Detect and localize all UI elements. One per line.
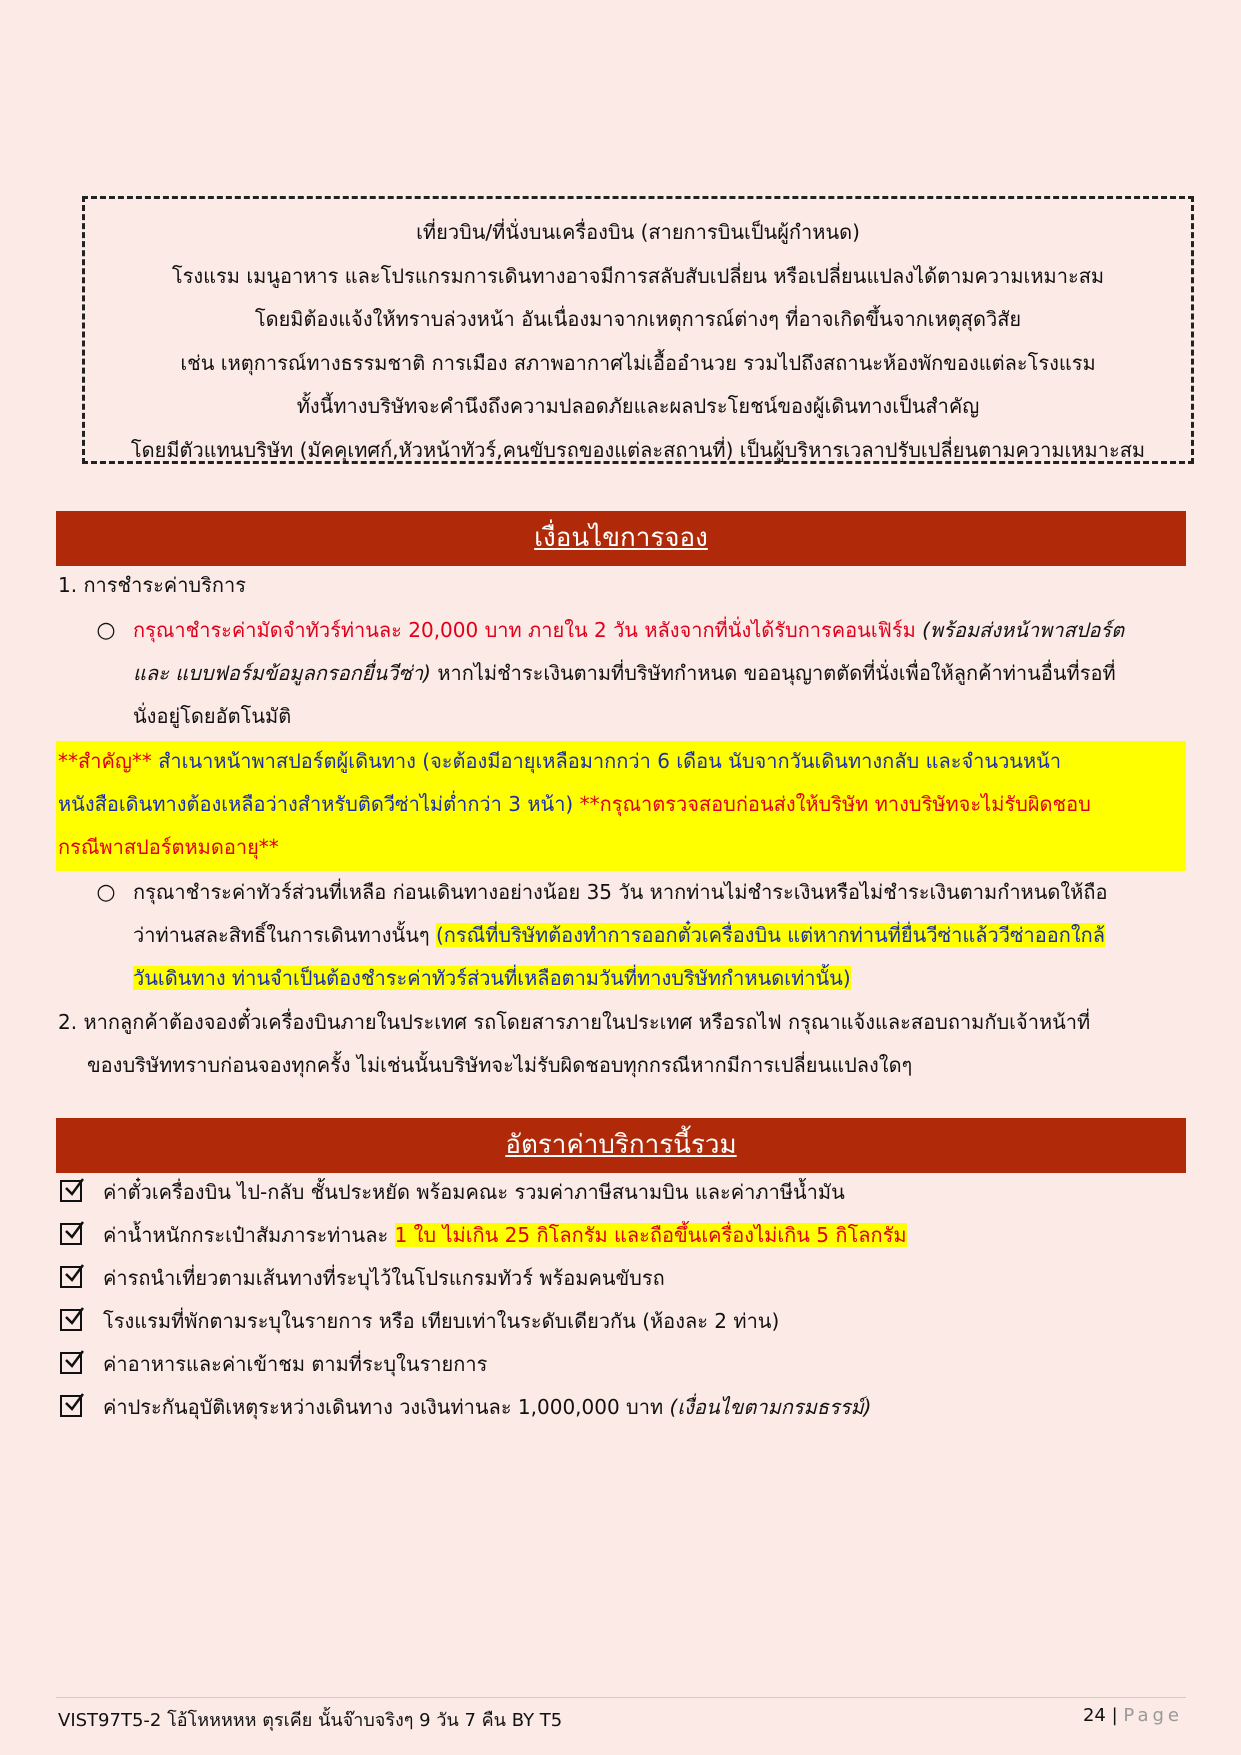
deposit-line-1 [133, 615, 1124, 645]
insurance-text: ค่าประกันอุบัติเหตุระหว่างเดินทาง วงเงินท่านละ 1,000,000 บาท [103, 1395, 670, 1419]
included-header: อัตราค่าบริการนี้รวม [56, 1118, 1186, 1173]
circle-bullet-icon: ○ [96, 880, 116, 905]
baggage-text: ค่าน้ำหนักกระเป๋าสัมภาระท่านละ [103, 1223, 395, 1247]
important-red-text: **กรุณาตรวจสอบก่อนส่งให้บริษัท ทางบริษัทจะไม่รับผิดชอบ [573, 792, 1091, 816]
checkbox-checked-icon [60, 1266, 82, 1288]
included-item: โรงแรมที่พักตามระบุในรายการ หรือ เทียบเท่าในระดับเดียวกัน (ห้องละ 2 ท่าน) [103, 1309, 780, 1333]
balance-highlight-text: (กรณีที่บริษัทต้องทำการออกตั๋วเครื่องบิน แต่หากท่านที่ยื่นวีซ่าแล้ววีซ่าออกใกล้ [436, 923, 1106, 947]
deposit-red-text: กรุณาชำระค่ามัดจำทัวร์ท่านละ 20,000 บาท ภายใน 2 วัน หลังจากที่นั่งได้รับการคอนเฟิร์ม [133, 618, 916, 642]
notice-box [82, 196, 1194, 464]
balance-line-3 [133, 963, 851, 993]
domestic-line-1: 2. หากลูกค้าต้องจองตั๋วเครื่องบินภายในประเทศ รถโดยสารภายในประเทศ หรือรถไฟ กรุณาแจ้งและสอบถามกับเจ้าหน้าที่ [58, 1010, 1091, 1034]
deposit-line-2 [133, 658, 1116, 688]
important-blue-text-2: หนังสือเดินทางต้องเหลือว่างสำหรับติดวีซ่าไม่ต่ำกว่า 3 หน้า) [58, 792, 574, 816]
footer-page [1083, 1705, 1183, 1726]
notice-line: โดยมีตัวแทนบริษัท (มัคคุเทศก์,หัวหน้าทัวร์,คนขับรถของแต่ละสถานที่) เป็นผู้บริหารเวลาปรับเปลี่ยนตามความเหมาะสม [130, 437, 1146, 462]
notice-line: เที่ยวบิน/ที่นั่งบนเครื่องบิน (สายการบินเป็นผู้กำหนด) [416, 220, 860, 244]
notice-line: เช่น เหตุการณ์ทางธรรมชาติ การเมือง สภาพอากาศไม่เอื้ออำนวย รวมไปถึงสถานะห้องพักของแต่ละโรงแรม [180, 350, 1096, 375]
balance-text: ว่าท่านสละสิทธิ์ในการเดินทางนั้นๆ [133, 923, 436, 947]
deposit-rest-text: หากไม่ชำระเงินตามที่บริษัทกำหนด ขออนุญาตตัดที่นั่งเพื่อให้ลูกค้าท่านอื่นที่รอที่ [437, 661, 1116, 685]
footer-divider [56, 1697, 1186, 1698]
checkbox-checked-icon [60, 1223, 82, 1245]
included-item [103, 1392, 871, 1422]
balance-highlight-text-2: วันเดินทาง ท่านจำเป็นต้องชำระค่าทัวร์ส่วนที่เหลือตามวันที่ทางบริษัทกำหนดเท่านั้น) [133, 966, 851, 990]
important-label: **สำคัญ** [58, 749, 152, 773]
payment-heading: 1. การชำระค่าบริการ [58, 573, 246, 597]
balance-line-1: กรุณาชำระค่าทัวร์ส่วนที่เหลือ ก่อนเดินทางอย่างน้อย 35 วัน หากท่านไม่ชำระเงินหรือไม่ชำระเงินตามกำหนดให้ถือ [133, 880, 1108, 904]
checkbox-checked-icon [60, 1395, 82, 1417]
checkbox-checked-icon [60, 1309, 82, 1331]
important-blue-text: สำเนาหน้าพาสปอร์ตผู้เดินทาง (จะต้องมีอายุเหลือมากกว่า 6 เดือน นับจากวันเดินทางกลับ และจำนวนหน้า [151, 749, 1062, 773]
circle-bullet-icon: ○ [96, 618, 116, 643]
notice-line: โรงแรม เมนูอาหาร และโปรแกรมการเดินทางอาจมีการสลับสับเปลี่ยน หรือเปลี่ยนแปลงได้ตามความเหมาะสม [171, 263, 1105, 288]
important-line-1 [58, 746, 1061, 776]
included-item: ค่าตั๋วเครื่องบิน ไป-กลับ ชั้นประหยัด พร้อมคณะ รวมค่าภาษีสนามบิน และค่าภาษีน้ำมัน [103, 1180, 845, 1204]
deposit-italic-text: (พร้อมส่งหน้าพาสปอร์ต [922, 618, 1125, 642]
deposit-line-3: นั่งอยู่โดยอัตโนมัติ [133, 704, 292, 728]
page-word: Page [1123, 1705, 1183, 1726]
checkbox-checked-icon [60, 1180, 82, 1202]
checkbox-checked-icon [60, 1352, 82, 1374]
important-line-2 [58, 789, 1091, 819]
page-number: 24 [1082, 1705, 1106, 1726]
included-item [103, 1220, 907, 1250]
included-item: ค่ารถนำเที่ยวตามเส้นทางที่ระบุไว้ในโปรแกรมทัวร์ พร้อมคนขับรถ [103, 1266, 665, 1290]
footer-tour-code: VIST97T5-2 โอ้โหหหหห ตุรเคีย นั้นจ๊าบจริงๆ 9 วัน 7 คืน BY T5 [58, 1710, 563, 1731]
included-item: ค่าอาหารและค่าเข้าชม ตามที่ระบุในรายการ [103, 1352, 488, 1376]
notice-line: โดยมิต้องแจ้งให้ทราบล่วงหน้า อันเนื่องมาจากเหตุการณ์ต่างๆ ที่อาจเกิดขึ้นจากเหตุสุดวิสัย [254, 307, 1022, 331]
deposit-italic-text-2: และ แบบฟอร์มข้อมูลกรอกยื่นวีซ่า) [133, 661, 431, 685]
baggage-highlight: 1 ใบ ไม่เกิน 25 กิโลกรัม และถือขึ้นเครื่องไม่เกิน 5 กิโลกรัม [394, 1223, 907, 1247]
balance-line-2 [133, 920, 1105, 950]
insurance-italic: (เงื่อนไขตามกรมธรรม์) [669, 1395, 872, 1419]
page-separator: | [1111, 1705, 1118, 1726]
booking-conditions-header: เงื่อนไขการจอง [56, 511, 1186, 566]
notice-line: ทั้งนี้ทางบริษัทจะคำนึงถึงความปลอดภัยและผลประโยชน์ของผู้เดินทางเป็นสำคัญ [296, 394, 980, 418]
important-line-3: กรณีพาสปอร์ตหมดอายุ** [58, 835, 279, 859]
domestic-line-2: ของบริษัททราบก่อนจองทุกครั้ง ไม่เช่นนั้นบริษัทจะไม่รับผิดชอบทุกกรณีหากมีการเปลี่ยนแปลงใดๆ [87, 1053, 913, 1077]
